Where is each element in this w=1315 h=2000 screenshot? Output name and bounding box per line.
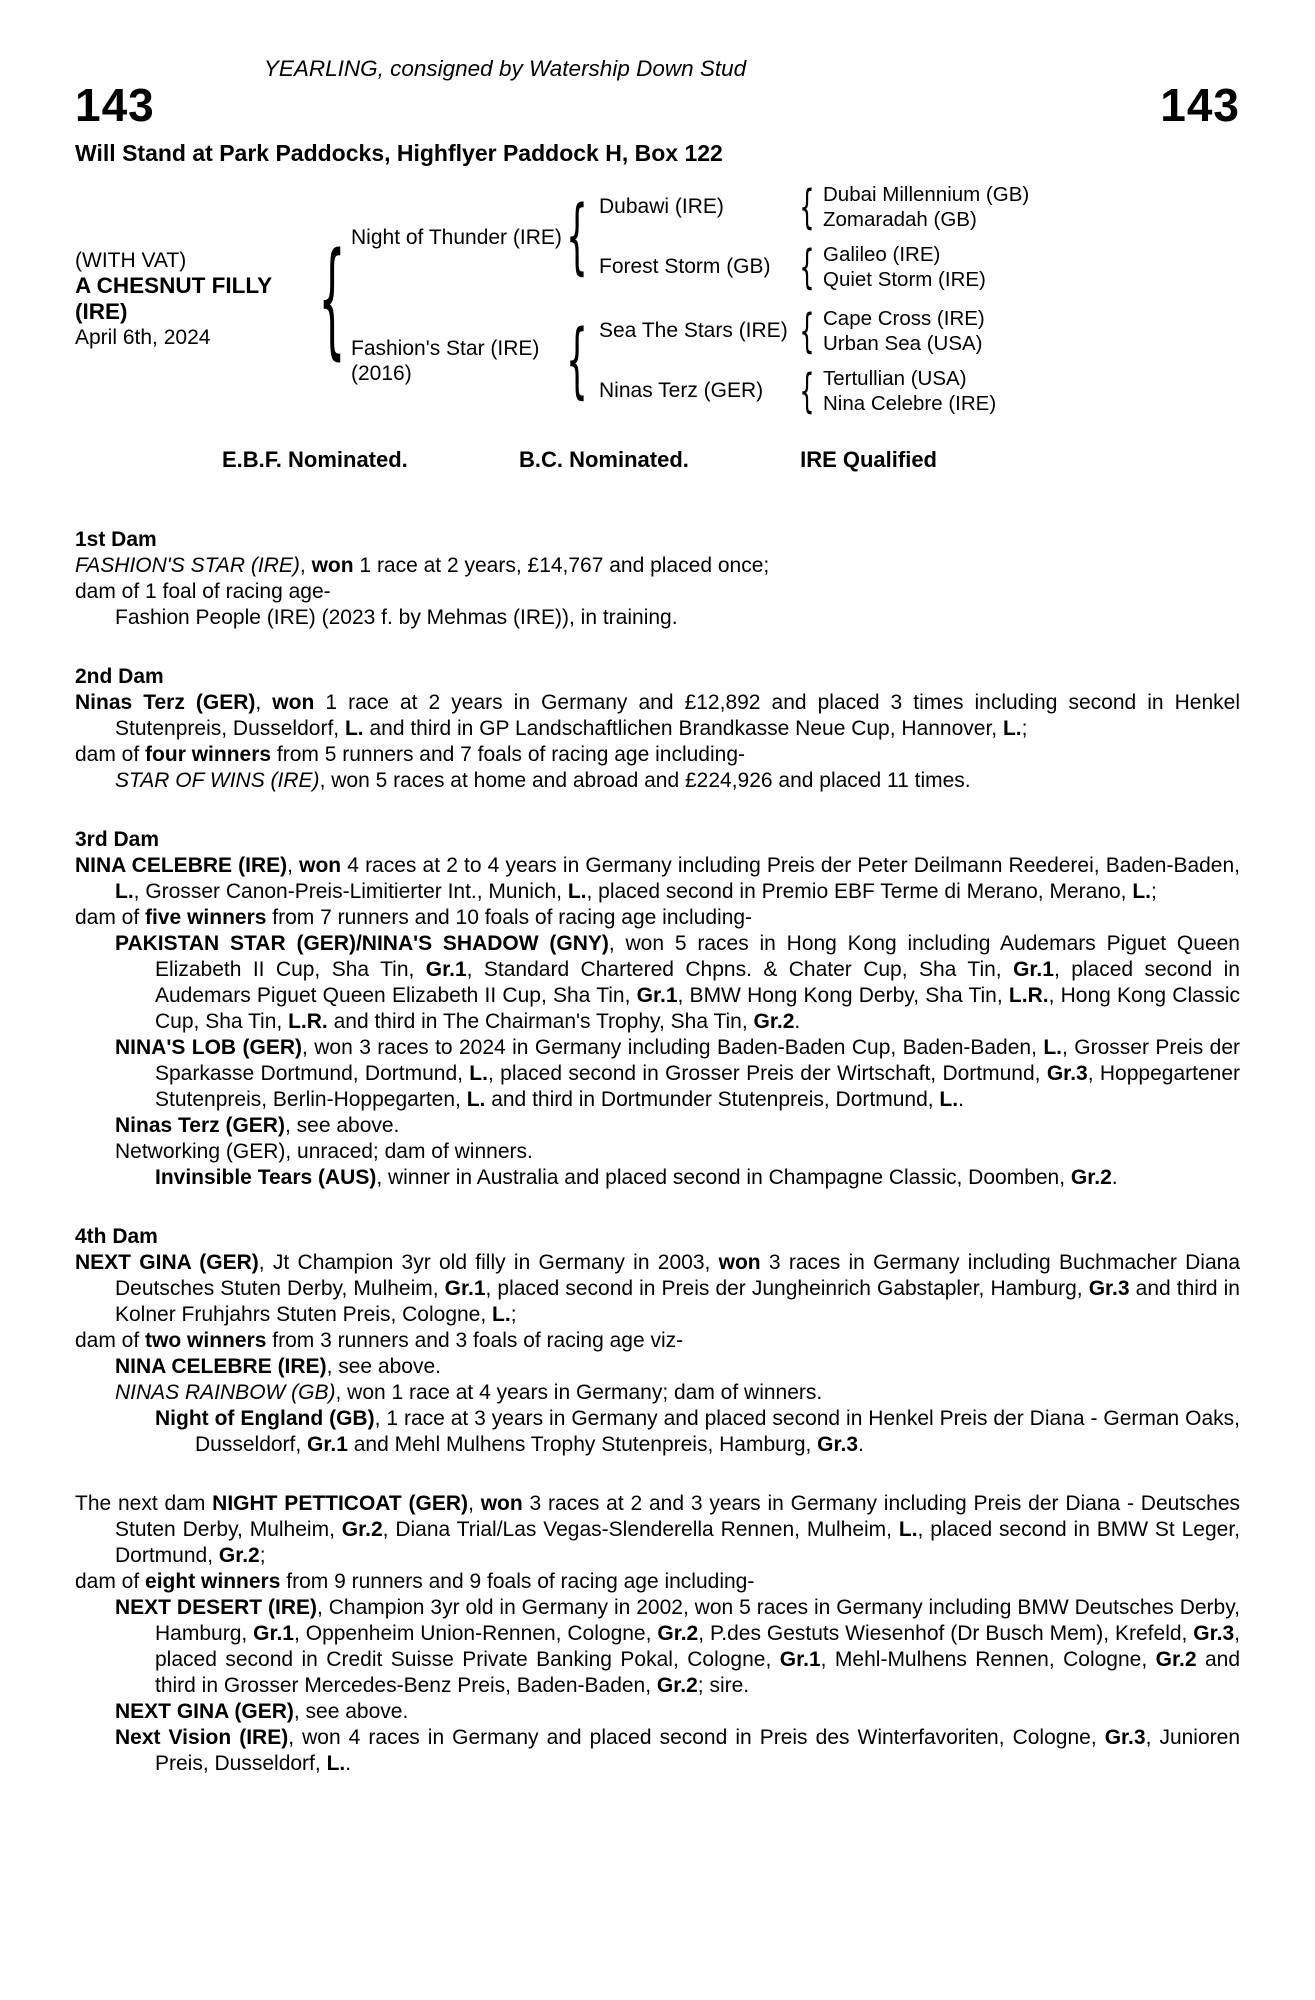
- text-run: and third in Grosser Mercedes-Benz Preis, Baden-Baden,: [155, 1648, 1241, 1697]
- text-run: won: [311, 554, 354, 577]
- text-run: Gr.3: [1104, 1726, 1146, 1749]
- text-run: Gr.3: [817, 1433, 859, 1456]
- pedigree-paragraph: [75, 1328, 1240, 1354]
- lot-number-row: [75, 79, 1240, 131]
- text-run: , won 5 races at home and abroad and £224,926 and placed 11 times.: [319, 769, 971, 792]
- text-run: five winners: [145, 906, 267, 929]
- lot-number-left: 143: [75, 79, 155, 131]
- text-run: Ninas Terz (GER): [75, 691, 256, 714]
- text-run: , 1 race at 3 years in Germany and placed second in Henkel Preis der Diana - German Oaks, Dusseldorf,: [195, 1407, 1241, 1456]
- text-run: .: [958, 1088, 964, 1111]
- sire-brace-icon: {: [566, 189, 588, 284]
- grandsire-name: Sea The Stars (IRE): [599, 319, 788, 342]
- text-run: dam of 1 foal of racing age-: [75, 580, 331, 603]
- text-run: , Mehl-Mulhens Rennen, Cologne,: [820, 1648, 1156, 1671]
- grandsire-name: Dubawi (IRE): [599, 195, 724, 218]
- text-run: Gr.1: [425, 958, 467, 981]
- dam-section: [75, 1491, 1240, 1777]
- stand-location: Will Stand at Park Paddocks, Highflyer Paddock H, Box 122: [75, 140, 723, 166]
- dam-section: [75, 1224, 1240, 1458]
- text-run: and third in Dortmunder Stutenpreis, Dortmund,: [485, 1088, 940, 1111]
- text-run: L.: [1043, 1036, 1063, 1059]
- granddam-row: [599, 365, 996, 417]
- sire-grandparents: [599, 181, 1029, 293]
- text-run: NINAS RAINBOW (GB): [115, 1381, 336, 1404]
- nomination-item: E.B.F. Nominated.: [222, 447, 408, 472]
- text-run: L.: [567, 880, 587, 903]
- text-run: 4 races at 2 to 4 years in Germany including Preis der Peter Deilmann Reederei, Baden-Baden,: [341, 854, 1241, 877]
- text-run: Gr.1: [444, 1277, 486, 1300]
- text-run: L.: [898, 1518, 918, 1541]
- text-run: Gr.1: [253, 1622, 294, 1645]
- text-run: 3 races in Germany including Buchmacher Diana Deutsches Stuten Derby, Mulheim,: [115, 1251, 1240, 1300]
- text-run: Gr.2: [341, 1518, 383, 1541]
- text-run: Gr.2: [753, 1010, 795, 1033]
- text-run: Gr.2: [1155, 1648, 1197, 1671]
- pedigree-paragraph: [75, 579, 1240, 605]
- pedigree-paragraph: [75, 768, 1240, 794]
- text-run: from 5 runners and 7 foals of racing age including-: [271, 743, 745, 766]
- great-grandparent-name: Cape Cross (IRE): [823, 307, 985, 330]
- dam-year: (2016): [351, 362, 412, 385]
- text-run: won: [299, 854, 342, 877]
- pedigree-sections: [75, 527, 1240, 1777]
- great-grandparent-pair: [823, 242, 986, 292]
- consignment-line: YEARLING, consigned by Watership Down Stud: [263, 56, 747, 81]
- text-run: , Junioren Preis, Dusseldorf,: [155, 1726, 1241, 1775]
- text-run: ;: [259, 1544, 266, 1567]
- text-run: .: [858, 1433, 864, 1456]
- dam-section: [75, 664, 1240, 794]
- text-run: and Mehl Mulhens Trophy Stutenpreis, Hamburg,: [347, 1433, 818, 1456]
- nomination-item: B.C. Nominated.: [518, 447, 689, 472]
- text-run: , placed second in Grosser Preis der Wirtschaft, Dortmund,: [487, 1062, 1047, 1085]
- text-run: Invinsible Tears (AUS): [155, 1166, 377, 1189]
- granddam-name: Ninas Terz (GER): [599, 379, 764, 402]
- text-run: NEXT GINA (GER): [75, 1251, 259, 1274]
- text-run: , won 1 race at 4 years in Germany; dam of winners.: [335, 1381, 823, 1404]
- pedigree-paragraph: [75, 1595, 1240, 1699]
- great-grandparent-pair: [823, 366, 996, 416]
- text-run: ;: [1151, 880, 1157, 903]
- pedigree-paragraph: [75, 1035, 1240, 1113]
- text-run: Gr.2: [1070, 1166, 1112, 1189]
- text-run: , placed second in Audemars Piguet Queen Elizabeth II Cup, Sha Tin,: [155, 958, 1240, 1007]
- text-run: 3 races at 2 and 3 years in Germany including Preis der Diana - Deutsches Stuten Derby, Mulheim,: [115, 1492, 1241, 1541]
- pedigree-paragraph: [75, 1406, 1240, 1458]
- text-run: Gr.1: [307, 1433, 348, 1456]
- text-run: Gr.1: [636, 984, 678, 1007]
- text-run: NINA CELEBRE (IRE): [75, 854, 288, 877]
- great-grandparent-pair: [823, 182, 1029, 232]
- text-run: , P.des Gestuts Wiesenhof (Dr Busch Mem), Krefeld,: [698, 1622, 1194, 1645]
- dam-name: [351, 336, 563, 386]
- text-run: , Hoppegartener Stutenpreis, Berlin-Hoppegarten,: [155, 1062, 1240, 1111]
- great-grandparent-name: Urban Sea (USA): [823, 332, 983, 355]
- grandsire-brace-icon: {: [799, 304, 815, 358]
- text-run: and third in GP Landschaftlichen Brandkasse Neue Cup, Hannover,: [363, 717, 1003, 740]
- text-run: dam of: [75, 906, 146, 929]
- text-run: L.: [115, 880, 134, 903]
- pedigree-paragraph: [75, 1113, 1240, 1139]
- granddam-name: Forest Storm (GB): [599, 255, 771, 278]
- pedigree-paragraph: [75, 1354, 1240, 1380]
- pedigree-paragraph: [75, 1569, 1240, 1595]
- horse-details: [75, 248, 313, 350]
- pedigree-paragraph: [75, 1699, 1240, 1725]
- text-run: Gr.1: [779, 1648, 821, 1671]
- text-run: NINA'S LOB (GER): [115, 1036, 302, 1059]
- text-run: ; sire.: [697, 1674, 750, 1697]
- text-run: Next Vision (IRE): [115, 1726, 289, 1749]
- text-run: Gr.3: [1193, 1622, 1235, 1645]
- text-run: and third in The Chairman's Trophy, Sha Tin,: [327, 1010, 754, 1033]
- text-run: L.: [492, 1303, 511, 1326]
- text-run: Gr.3: [1046, 1062, 1088, 1085]
- foal-date: April 6th, 2024: [75, 326, 211, 349]
- text-run: NIGHT PETTICOAT (GER): [212, 1492, 469, 1515]
- text-run: Gr.2: [218, 1544, 260, 1567]
- grandsire-row: [599, 305, 996, 357]
- text-run: Fashion People (IRE) (2023 f. by Mehmas (IRE)), in training.: [115, 606, 678, 629]
- text-run: and third in Kolner Fruhjahrs Stuten Preis, Cologne,: [115, 1277, 1240, 1326]
- pedigree-paragraph: [75, 605, 1240, 631]
- text-run: , placed second in Premio EBF Terme di Merano, Merano,: [586, 880, 1133, 903]
- dam-section: [75, 827, 1240, 1191]
- text-run: .: [794, 1010, 801, 1033]
- text-run: from 7 runners and 10 foals of racing age including-: [266, 906, 753, 929]
- text-run: , Oppenheim Union-Rennen, Cologne,: [294, 1622, 658, 1645]
- granddam-brace-icon: {: [799, 240, 815, 294]
- dam-section: [75, 527, 1240, 631]
- sire-branch: [351, 181, 1029, 293]
- sire-name: Night of Thunder (IRE): [351, 225, 562, 249]
- text-run: Gr.2: [657, 1622, 699, 1645]
- text-run: , see above.: [326, 1355, 441, 1378]
- text-run: , Jt Champion 3yr old filly in Germany in 2003,: [258, 1251, 719, 1274]
- text-run: , won 3 races to 2024 in Germany including Baden-Baden Cup, Baden-Baden,: [302, 1036, 1044, 1059]
- text-run: , won 4 races in Germany and placed second in Preis des Winterfavoriten, Cologne,: [288, 1726, 1105, 1749]
- grandsire-row: [599, 181, 1029, 233]
- great-grandparent-name: Tertullian (USA): [823, 367, 967, 390]
- pedigree-paragraph: [75, 1380, 1240, 1406]
- text-run: Networking (GER), unraced; dam of winners.: [115, 1140, 533, 1163]
- text-run: Night of England (GB): [155, 1407, 375, 1430]
- text-run: won: [272, 691, 315, 714]
- text-run: L.: [1002, 717, 1022, 740]
- text-run: , placed second in BMW St Leger, Dortmund,: [115, 1518, 1240, 1567]
- text-run: , placed second in Preis der Jungheinrich Gabstapler, Hamburg,: [485, 1277, 1089, 1300]
- nomination-item: IRE Qualified: [800, 447, 937, 472]
- text-run: NEXT DESERT (IRE): [115, 1596, 318, 1619]
- grandsire-brace-icon: {: [799, 180, 815, 234]
- text-run: , won 5 races in Hong Kong including Audemars Piguet Queen Elizabeth II Cup, Sha Tin,: [155, 932, 1240, 981]
- pedigree-paragraph: [75, 553, 1240, 579]
- text-run: from 3 runners and 3 foals of racing age viz-: [266, 1329, 684, 1352]
- pedigree-paragraph: [75, 905, 1240, 931]
- text-run: dam of: [75, 1570, 146, 1593]
- text-run: , placed second in Credit Suisse Private Banking Pokal, Cologne,: [155, 1622, 1241, 1671]
- text-run: won: [480, 1492, 523, 1515]
- dam-section-heading: 1st Dam: [75, 528, 157, 551]
- pedigree-paragraph: [75, 690, 1240, 742]
- text-run: L.: [344, 717, 364, 740]
- horse-country-suffix: (IRE): [75, 299, 128, 324]
- text-run: , Standard Chartered Chpns. & Chater Cup, Sha Tin,: [466, 958, 1014, 981]
- text-run: Gr.1: [1013, 958, 1054, 981]
- text-run: ,: [255, 691, 273, 714]
- text-run: Ninas Terz (GER): [115, 1114, 285, 1137]
- text-run: L.: [1132, 880, 1152, 903]
- text-run: won: [718, 1251, 761, 1274]
- text-run: , see above.: [284, 1114, 400, 1137]
- text-run: , BMW Hong Kong Derby, Sha Tin,: [677, 984, 1009, 1007]
- nominations-row: [222, 447, 937, 473]
- dam-brace-icon: {: [566, 313, 588, 408]
- pedigree-tree: [75, 181, 1240, 417]
- pedigree-paragraph: [75, 1725, 1240, 1777]
- text-run: L.: [469, 1062, 488, 1085]
- dam-branch: [351, 305, 1029, 417]
- text-run: NINA CELEBRE (IRE): [115, 1355, 327, 1378]
- vat-note: (WITH VAT): [75, 249, 187, 272]
- text-run: ,: [468, 1492, 481, 1515]
- text-run: two winners: [145, 1329, 267, 1352]
- great-grandparent-name: Quiet Storm (IRE): [823, 268, 986, 291]
- horse-title: A CHESNUT FILLY: [75, 273, 273, 298]
- text-run: PAKISTAN STAR (GER)/NINA'S SHADOW (GNY): [115, 932, 609, 955]
- dam-grandparents: [599, 305, 996, 417]
- text-run: L.R.: [288, 1010, 328, 1033]
- text-run: The next dam: [75, 1492, 213, 1515]
- great-grandparent-name: Dubai Millennium (GB): [823, 183, 1030, 206]
- great-grandparent-name: Nina Celebre (IRE): [823, 392, 997, 415]
- text-run: L.: [466, 1088, 486, 1111]
- text-run: , Hong Kong Classic Cup, Sha Tin,: [155, 984, 1240, 1033]
- text-run: L.R.: [1008, 984, 1049, 1007]
- text-run: , Champion 3yr old in Germany in 2002, won 5 races in Germany including BMW Deutsches Derby, Hamburg,: [155, 1596, 1240, 1645]
- text-run: L.: [326, 1752, 346, 1775]
- pedigree-paragraph: [75, 1491, 1240, 1569]
- great-grandparent-name: Zomaradah (GB): [823, 208, 977, 231]
- pedigree-generations: [351, 181, 1029, 417]
- text-run: , winner in Australia and placed second in Champagne Classic, Doomben,: [376, 1166, 1071, 1189]
- text-run: ;: [510, 1303, 517, 1326]
- text-run: ,: [287, 854, 300, 877]
- text-run: Gr.2: [656, 1674, 698, 1697]
- text-run: ,: [299, 554, 312, 577]
- dam-section-heading: 2nd Dam: [75, 665, 164, 688]
- great-grandparent-name: Galileo (IRE): [823, 243, 941, 266]
- text-run: four winners: [145, 743, 272, 766]
- text-run: Gr.3: [1088, 1277, 1130, 1300]
- text-run: , Grosser Canon-Preis-Limitierter Int., Munich,: [133, 880, 568, 903]
- pedigree-paragraph: [75, 1250, 1240, 1328]
- text-run: , Grosser Preis der Sparkasse Dortmund, Dortmund,: [155, 1036, 1240, 1085]
- text-run: dam of: [75, 1329, 146, 1352]
- great-grandparent-pair: [823, 306, 985, 356]
- pedigree-paragraph: [75, 853, 1240, 905]
- pedigree-paragraph: [75, 742, 1240, 768]
- lot-number-right: 143: [1160, 79, 1240, 131]
- text-run: .: [1111, 1166, 1118, 1189]
- pedigree-paragraph: [75, 1165, 1240, 1191]
- granddam-brace-icon: {: [799, 364, 815, 418]
- dam-section-heading: 4th Dam: [75, 1225, 158, 1248]
- text-run: , see above.: [293, 1700, 409, 1723]
- pedigree-paragraph: [75, 931, 1240, 1035]
- text-run: FASHION'S STAR (IRE): [75, 554, 300, 577]
- dam-name-text: Fashion's Star (IRE): [351, 337, 540, 360]
- text-run: STAR OF WINS (IRE): [115, 769, 320, 792]
- text-run: from 9 runners and 9 foals of racing age including-: [280, 1570, 755, 1593]
- text-run: ;: [1021, 717, 1028, 740]
- text-run: NEXT GINA (GER): [115, 1700, 294, 1723]
- text-run: eight winners: [145, 1570, 281, 1593]
- text-run: .: [345, 1752, 352, 1775]
- dam-section-heading: 3rd Dam: [75, 828, 160, 851]
- text-run: dam of: [75, 743, 146, 766]
- granddam-row: [599, 241, 1029, 293]
- text-run: 1 race at 2 years in Germany and £12,892 and placed 3 times including second in Henkel Stutenpreis, Dusseldorf,: [115, 691, 1240, 740]
- pedigree-paragraph: [75, 1139, 1240, 1165]
- text-run: , Diana Trial/Las Vegas-Slenderella Rennen, Mulheim,: [382, 1518, 899, 1541]
- pedigree-root-brace-icon: {: [318, 225, 346, 372]
- text-run: L.: [939, 1088, 959, 1111]
- text-run: 1 race at 2 years, £14,767 and placed once;: [353, 554, 770, 577]
